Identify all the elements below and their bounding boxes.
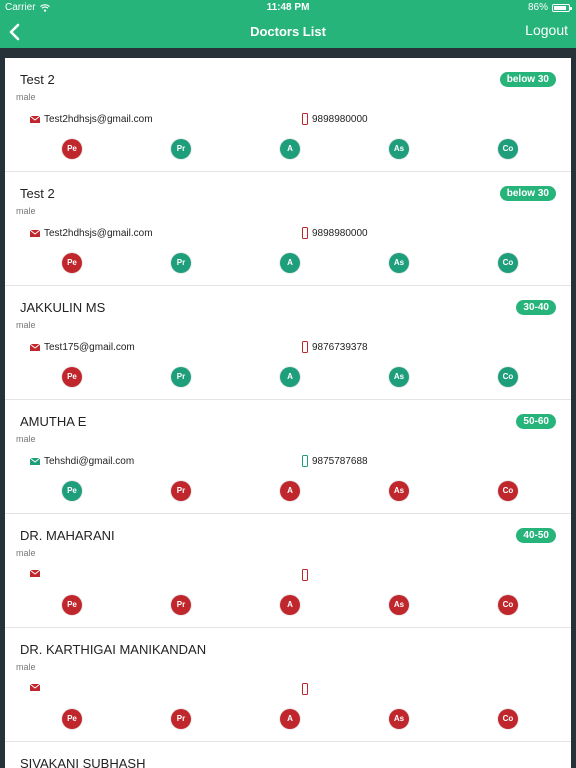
doctor-card[interactable] [5, 742, 571, 768]
mail-icon [30, 116, 40, 123]
phone-icon [302, 341, 308, 353]
email-text[interactable]: Test2hdhsjs@gmail.com [44, 114, 153, 125]
doctor-card[interactable] [5, 400, 571, 514]
doctor-name: Test 2 [20, 186, 55, 201]
battery-fill [554, 6, 566, 10]
status-circle-a[interactable]: A [280, 481, 300, 501]
doctor-name: Test 2 [20, 72, 55, 87]
status-circle-pr[interactable]: Pr [171, 709, 191, 729]
doctor-name: JAKKULIN MS [20, 300, 106, 315]
doctor-gender: male [16, 662, 36, 672]
mail-icon [30, 570, 40, 577]
age-range-badge: below 30 [500, 72, 556, 87]
mail-icon [30, 684, 40, 691]
phone-text[interactable]: 9875787688 [312, 455, 368, 467]
age-range-badge: 30-40 [516, 300, 556, 315]
status-circle-row [5, 139, 571, 161]
status-circle-co[interactable]: Co [498, 595, 518, 615]
status-circle-co[interactable]: Co [498, 253, 518, 273]
status-circle-as[interactable]: As [389, 253, 409, 273]
phone-text[interactable]: 9898980000 [312, 113, 368, 125]
status-circle-pe[interactable]: Pe [62, 367, 82, 387]
status-circle-co[interactable]: Co [498, 709, 518, 729]
status-circle-pr[interactable]: Pr [171, 253, 191, 273]
phone-icon [302, 569, 308, 581]
status-time: 11:48 PM [266, 2, 310, 13]
status-circle-a[interactable]: A [280, 595, 300, 615]
doctor-gender: male [16, 320, 36, 330]
phone-text[interactable]: 9876739378 [312, 341, 368, 353]
doctor-gender: male [16, 92, 36, 102]
email-row [30, 228, 153, 239]
status-circle-as[interactable]: As [389, 481, 409, 501]
phone-row [302, 113, 368, 125]
battery-percentage: 86% [527, 2, 548, 13]
doctor-name: DR. MAHARANI [20, 528, 115, 543]
doctor-gender: male [16, 206, 36, 216]
phone-text[interactable]: 9898980000 [312, 227, 368, 239]
status-bar [0, 0, 576, 16]
phone-row [302, 227, 368, 239]
phone-row [302, 569, 312, 581]
phone-row [302, 455, 368, 467]
status-circle-pe[interactable]: Pe [62, 595, 82, 615]
status-circle-as[interactable]: As [389, 367, 409, 387]
doctor-card[interactable] [5, 514, 571, 628]
status-circle-row [5, 595, 571, 617]
status-circle-pr[interactable]: Pr [171, 367, 191, 387]
status-circle-pr[interactable]: Pr [171, 481, 191, 501]
phone-row [302, 683, 312, 695]
status-circle-pe[interactable]: Pe [62, 709, 82, 729]
status-circle-pe[interactable]: Pe [62, 481, 82, 501]
status-circle-row [5, 709, 571, 731]
phone-icon [302, 227, 308, 239]
phone-row [302, 341, 368, 353]
doctor-card[interactable] [5, 172, 571, 286]
status-right [528, 2, 570, 13]
doctor-gender: male [16, 434, 36, 444]
status-circle-row [5, 253, 571, 275]
status-circle-co[interactable]: Co [498, 481, 518, 501]
age-range-badge: below 30 [500, 186, 556, 201]
doctor-gender: male [16, 548, 36, 558]
doctor-card[interactable] [5, 286, 571, 400]
status-circle-as[interactable]: As [389, 595, 409, 615]
status-circle-pr[interactable]: Pr [171, 139, 191, 159]
age-range-badge: 50-60 [516, 414, 556, 429]
status-circle-pe[interactable]: Pe [62, 139, 82, 159]
phone-icon [302, 683, 308, 695]
email-text[interactable]: Test2hdhsjs@gmail.com [44, 228, 153, 239]
status-circle-a[interactable]: A [280, 709, 300, 729]
carrier-label: Carrier [5, 2, 36, 13]
status-circle-row [5, 481, 571, 503]
email-row [30, 342, 135, 353]
navigation-bar [0, 16, 576, 48]
phone-icon [302, 113, 308, 125]
status-circle-co[interactable]: Co [498, 367, 518, 387]
status-circle-a[interactable]: A [280, 139, 300, 159]
status-circle-as[interactable]: As [389, 139, 409, 159]
phone-icon [302, 455, 308, 467]
email-text[interactable]: Tehshdi@gmail.com [44, 456, 135, 467]
doctor-card[interactable] [5, 628, 571, 742]
email-row [30, 684, 44, 691]
doctor-card[interactable] [5, 58, 571, 172]
doctor-name: SIVAKANI SUBHASH [20, 756, 146, 768]
status-circle-row [5, 367, 571, 389]
doctor-name: AMUTHA E [20, 414, 87, 429]
email-row [30, 570, 44, 577]
mail-icon [30, 344, 40, 351]
email-row [30, 456, 134, 467]
age-range-badge: 40-50 [516, 528, 556, 543]
email-text[interactable]: Test175@gmail.com [44, 342, 135, 353]
status-circle-pr[interactable]: Pr [171, 595, 191, 615]
battery-icon [552, 4, 570, 12]
logout-button[interactable]: Logout [525, 22, 568, 38]
doctor-list[interactable] [5, 58, 571, 768]
status-circle-pe[interactable]: Pe [62, 253, 82, 273]
email-row [30, 114, 153, 125]
status-circle-co[interactable]: Co [498, 139, 518, 159]
mail-icon [30, 458, 40, 465]
page-title: Doctors List [250, 24, 326, 39]
status-circle-a[interactable]: A [280, 253, 300, 273]
mail-icon [30, 230, 40, 237]
doctor-name: DR. KARTHIGAI MANIKANDAN [20, 642, 207, 657]
status-circle-as[interactable]: As [389, 709, 409, 729]
status-circle-a[interactable]: A [280, 367, 300, 387]
